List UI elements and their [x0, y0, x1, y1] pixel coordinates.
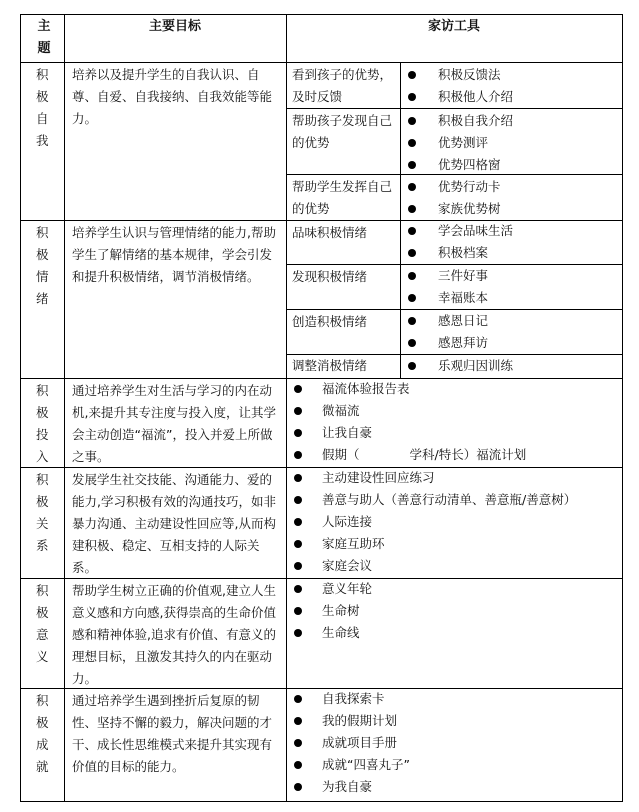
- theme-cell: 积极投入: [36, 383, 49, 464]
- grid-line: [20, 801, 623, 802]
- bullet-icon: [408, 183, 416, 191]
- goal-cell: 培养以及提升学生的自我认识、自尊、自爱、自我接纳、自我效能等能力。: [72, 67, 273, 126]
- list-item: 幸福账本: [408, 287, 488, 309]
- tool-category: 品味积极情绪: [292, 225, 368, 240]
- bullet-icon: [294, 629, 302, 637]
- tool-list: [408, 310, 488, 354]
- list-item: 善意与助人（善意行动清单、善意瓶/善意树）: [292, 489, 576, 511]
- tool-list: [292, 688, 410, 798]
- bullet-icon: [294, 474, 302, 482]
- tool-list: [292, 578, 372, 644]
- bullet-icon: [294, 585, 302, 593]
- list-item: 让我自豪: [292, 422, 526, 444]
- tool-category: 发现积极情绪: [292, 269, 368, 284]
- theme-cell: 积极意义: [36, 583, 49, 664]
- theme-cell: 积极成就: [36, 693, 49, 774]
- grid-line: [20, 62, 623, 63]
- list-item: 成就项目手册: [292, 732, 410, 754]
- grid-line: [286, 108, 623, 109]
- theme-cell: 积极关系: [36, 472, 49, 553]
- tool-list: [408, 176, 501, 220]
- list-item: 优势四格窗: [408, 154, 513, 176]
- list-item: 优势测评: [408, 132, 513, 154]
- bullet-icon: [294, 562, 302, 570]
- grid-line: [622, 14, 623, 801]
- list-item: 感恩日记: [408, 310, 488, 332]
- list-item: 主动建设性回应练习: [292, 467, 576, 489]
- bullet-icon: [294, 540, 302, 548]
- goal-cell: 通过培养学生遇到挫折后复原的韧性、坚持不懈的毅力，解决问题的才干、成长性思维模式来提升其实现有价值的目标的能力。: [72, 693, 273, 774]
- header-goal: 主要目标: [148, 19, 201, 34]
- list-item: 三件好事: [408, 265, 488, 287]
- list-item: 积极自我介绍: [408, 110, 513, 132]
- list-item: 积极他人介绍: [408, 86, 513, 108]
- list-item: 生命线: [292, 622, 372, 644]
- bullet-icon: [294, 607, 302, 615]
- goal-cell: 发展学生社交技能、沟通能力、爱的能力,学习积极有效的沟通技巧，如非暴力沟通、主动建设性回应等,从而构建积极、稳定、互相支持的人际关系。: [72, 472, 276, 575]
- bullet-icon: [294, 739, 302, 747]
- list-item: 学会品味生活: [408, 220, 513, 242]
- bullet-icon: [408, 161, 416, 169]
- list-item: 优势行动卡: [408, 176, 501, 198]
- list-item: 乐观归因训练: [408, 355, 513, 377]
- header-tools: 家访工具: [427, 19, 480, 34]
- bullet-icon: [294, 761, 302, 769]
- theme-cell: 积极情绪: [36, 225, 49, 306]
- list-item: 自我探索卡: [292, 688, 410, 710]
- tool-category: 调整消极情绪: [292, 358, 368, 373]
- tool-list: [292, 378, 526, 466]
- goal-cell: 通过培养学生对生活与学习的内在动机,来提升其专注度与投入度，让其学会主动创造“福流”，投入并爱上所做之事。: [72, 383, 276, 464]
- tool-list: [408, 64, 513, 108]
- list-item: 意义年轮: [292, 578, 372, 600]
- tool-category: 帮助孩子发现自己的优势: [292, 113, 393, 150]
- list-item: 人际连接: [292, 511, 576, 533]
- theme-cell: 积极自我: [36, 67, 49, 148]
- bullet-icon: [294, 496, 302, 504]
- tool-category: 看到孩子的优势，及时反馈: [292, 67, 393, 104]
- list-item: 家庭互助环: [292, 533, 576, 555]
- bullet-icon: [408, 71, 416, 79]
- goal-cell: 帮助学生树立正确的价值观,建立人生意义感和方向感,获得崇高的生命价值感和精神体验,追求有价值、有意义的理想目标，且激发其持久的内在驱动力。: [72, 583, 276, 686]
- bullet-icon: [294, 451, 302, 459]
- bullet-icon: [408, 317, 416, 325]
- list-item: 生命树: [292, 600, 372, 622]
- bullet-icon: [294, 518, 302, 526]
- grid-line: [64, 14, 65, 801]
- grid-line: [20, 220, 623, 221]
- bullet-icon: [294, 385, 302, 393]
- bullet-icon: [408, 117, 416, 125]
- list-item: 为我自豪: [292, 776, 410, 798]
- tool-list: [292, 467, 576, 577]
- grid-line: [286, 14, 287, 801]
- bullet-icon: [408, 339, 416, 347]
- tool-category: 创造积极情绪: [292, 314, 368, 329]
- bullet-icon: [408, 294, 416, 302]
- bullet-icon: [408, 93, 416, 101]
- tool-category: 帮助学生发挥自己的优势: [292, 179, 393, 216]
- list-item: 微福流: [292, 400, 526, 422]
- bullet-icon: [294, 717, 302, 725]
- bullet-icon: [294, 695, 302, 703]
- tool-list: [408, 220, 513, 264]
- list-item: 积极反馈法: [408, 64, 513, 86]
- bullet-icon: [294, 407, 302, 415]
- list-item: 家庭会议: [292, 555, 576, 577]
- list-item: 假期（ 学科/特长）福流计划: [292, 444, 526, 466]
- tool-list: [408, 355, 513, 377]
- bullet-icon: [408, 227, 416, 235]
- bullet-icon: [408, 139, 416, 147]
- list-item: 成就“四喜丸子”: [292, 754, 410, 776]
- bullet-icon: [408, 249, 416, 257]
- bullet-icon: [408, 205, 416, 213]
- list-item: 我的假期计划: [292, 710, 410, 732]
- bullet-icon: [408, 362, 416, 370]
- grid-line: [20, 14, 21, 801]
- goal-cell: 培养学生认识与管理情绪的能力,帮助学生了解情绪的基本规律，学会引发和提升积极情绪，调节消极情绪。: [72, 225, 276, 284]
- bullet-icon: [408, 272, 416, 280]
- tool-list: [408, 110, 513, 176]
- header-theme: 主题: [37, 19, 51, 56]
- list-item: 感恩拜访: [408, 332, 488, 354]
- bullet-icon: [294, 783, 302, 791]
- grid-line: [20, 14, 623, 15]
- tool-list: [408, 265, 488, 309]
- list-item: 家族优势树: [408, 198, 501, 220]
- list-item: 福流体验报告表: [292, 378, 526, 400]
- list-item: 积极档案: [408, 242, 513, 264]
- bullet-icon: [294, 429, 302, 437]
